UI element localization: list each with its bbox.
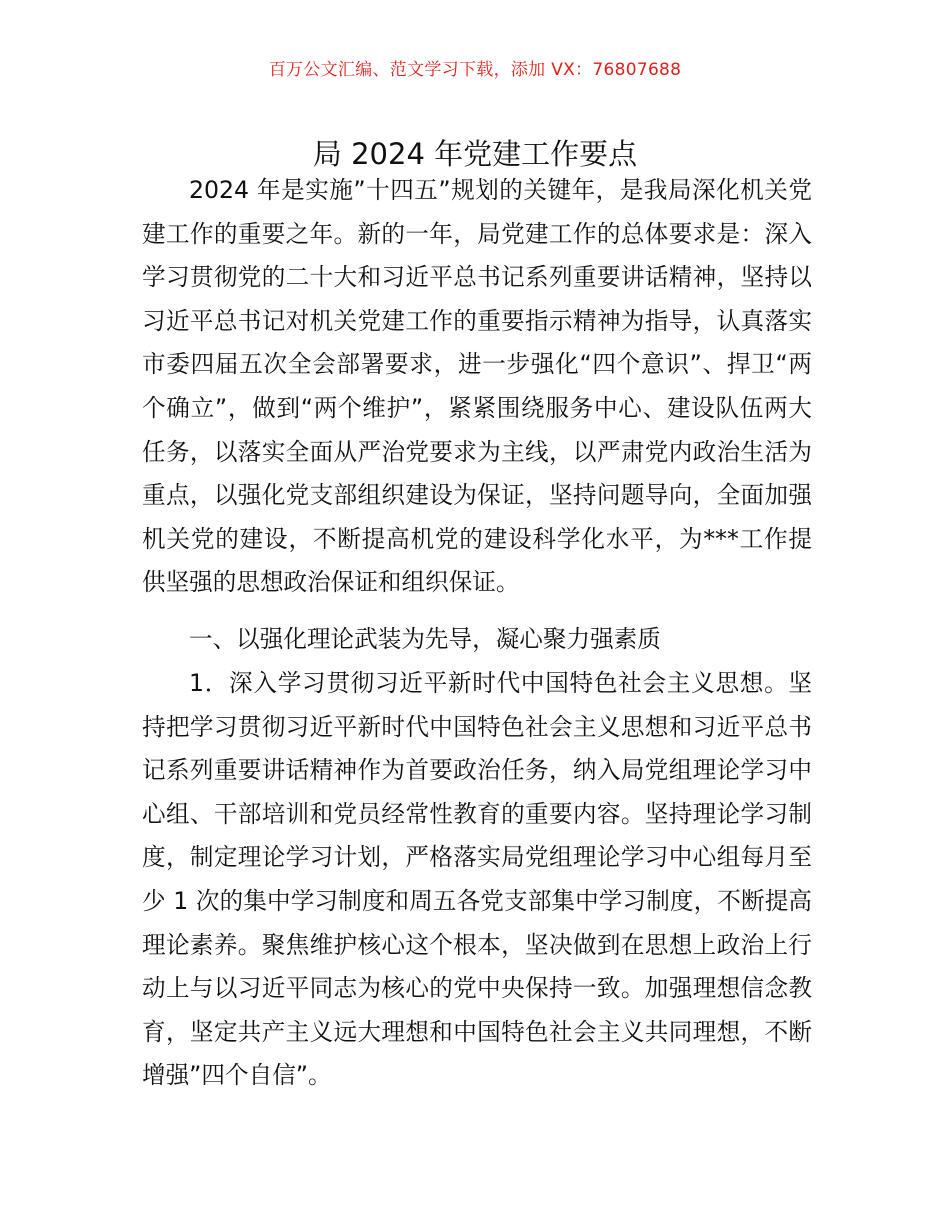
section-1-item-1: 1．深入学习贯彻习近平新时代中国特色社会主义思想。坚持把学习贯彻习近平新时代中国特色社会主义思想和习近平总书记系列重要讲话精神作为首要政治任务，纳入局党组理论学习中心组、干部培训和党员经常性教育的重要内容。坚持理论学习制度，制定理论学习计划，严格落实局党组理论学习中心组每月至少 1 次的集中学习制度和周五各党支部集中学习制度，不断提高理论素养。聚焦维护核心这个根本，坚决做到在思想上政治上行动上与以习近平同志为核心的党中央保持一致。加强理想信念教育，坚定共产主义远大理想和中国特色社会主义共同理想，不断增强”四个自信”。 [142,669,812,1090]
intro-paragraph: 2024 年是实施”十四五”规划的关键年，是我局深化机关党建工作的重要之年。新的一年，局党建工作的总体要求是：深入学习贯彻党的二十大和习近平总书记系列重要讲话精神，坚持以习近平总书记对机关党建工作的重要指示精神为指导，认真落实市委四届五次全会部署要求，进一步强化“四个意识”、捍卫“两个确立”，做到“两个维护”，紧紧围绕服务中心、建设队伍两大任务，以落实全面从严治党要求为主线，以严肃党内政治生活为重点，以强化党支部组织建设为保证，坚持问题导向，全面加强机关党的建设，不断提高机党的建设科学化水平，为***工作提供坚强的思想政治保证和组织保证。 [142,176,812,597]
header-contact-note: 百万公文汇编、范文学习下载，添加 VX：76807688 [268,60,682,80]
section-heading-1: 一、以强化理论武装为先导，凝心聚力强素质 [189,625,661,653]
document-title: 局 2024 年党建工作要点 [312,137,638,172]
